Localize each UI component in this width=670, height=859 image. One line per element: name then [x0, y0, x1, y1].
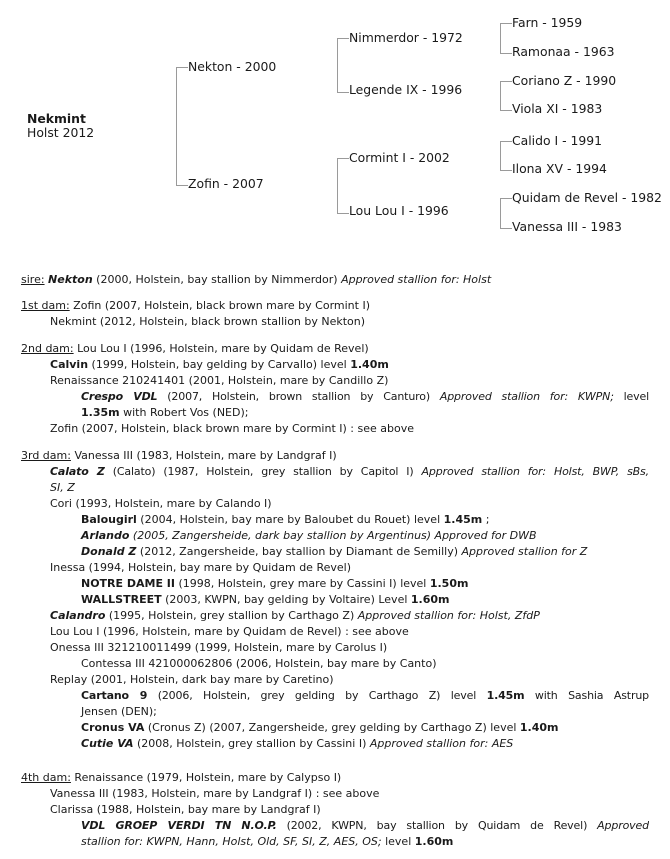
- pedigree-text-line: stallion for: KWPN, Hann, Holst, Old, SF, SI, Z, AES, OS; level 1.60m: [81, 835, 454, 848]
- section-3rd-dam: [21, 448, 649, 752]
- pedigree-text-line: Calvin (1999, Holstein, bay gelding by Carvallo) level 1.40m: [50, 358, 389, 371]
- pedigree-text-line: Calandro (1995, Holstein, grey stallion by Carthago Z) Approved stallion for: Holst, ZfdP: [50, 609, 540, 622]
- subject-block: [27, 112, 94, 139]
- pedigree-text-line: SI, Z: [50, 481, 75, 494]
- pedigree-text-line: NOTRE DAME II (1998, Holstein, grey mare by Cassini I) level 1.50m: [81, 577, 469, 590]
- section-1st-dam: [21, 298, 649, 330]
- pedigree-text-line: Cutie VA (2008, Holstein, grey stallion by Cassini I) Approved stallion for: AES: [81, 737, 514, 750]
- tree-node-cormint: Cormint I - 2002: [349, 150, 450, 165]
- section-2nd-dam: [21, 341, 649, 437]
- subject-registry: Holst 2012: [27, 124, 95, 140]
- tree-node-nimmerdor: Nimmerdor - 1972: [349, 30, 463, 45]
- pedigree-text-line: 3rd dam: Vanessa III (1983, Holstein, mare by Landgraf I): [21, 449, 337, 462]
- pedigree-text-line: Inessa (1994, Holstein, bay mare by Quidam de Revel): [50, 561, 351, 574]
- pedigree-text-line: 4th dam: Renaissance (1979, Holstein, mare by Calypso I): [21, 771, 342, 784]
- pedigree-text-line: Lou Lou I (1996, Holstein, mare by Quidam de Revel) : see above: [50, 625, 409, 638]
- pedigree-text-line: sire: Nekton (2000, Holstein, bay stallion by Nimmerdor) Approved stallion for: Holst: [21, 273, 492, 286]
- tree-bracket-gen2-dam: [337, 158, 349, 214]
- tree-bracket-gen2-sire: [337, 38, 349, 93]
- pedigree-text-line: Calato Z (Calato) (1987, Holstein, grey stallion by Capitol I) Approved stallion for: Holst, BWP, sBs,: [50, 465, 649, 478]
- pedigree-text-line: Cori (1993, Holstein, mare by Calando I): [50, 497, 272, 510]
- pedigree-text-line: Vanessa III (1983, Holstein, mare by Landgraf I) : see above: [50, 787, 380, 800]
- pedigree-text-line: Jensen (DEN);: [81, 705, 157, 718]
- tree-node-viola: Viola XI - 1983: [512, 101, 603, 116]
- pedigree-text-line: Nekmint (2012, Holstein, black brown stallion by Nekton): [50, 315, 366, 328]
- subject-name: Nekmint: [27, 111, 86, 126]
- pedigree-text-line: Crespo VDL (2007, Holstein, brown stallion by Canturo) Approved stallion for: KWPN; level: [81, 390, 649, 403]
- pedigree-text-line: 1st dam: Zofin (2007, Holstein, black brown mare by Cormint I): [21, 299, 370, 312]
- tree-node-coriano: Coriano Z - 1990: [512, 73, 617, 88]
- tree-node-ramonaa: Ramonaa - 1963: [512, 44, 615, 59]
- pedigree-text-line: Arlando (2005, Zangersheide, dark bay stallion by Argentinus) Approved for DWB: [81, 529, 537, 542]
- tree-node-zofin: Zofin - 2007: [188, 176, 264, 191]
- tree-node-loulou: Lou Lou I - 1996: [349, 203, 449, 218]
- pedigree-text-line: 1.35m with Robert Vos (NED);: [81, 406, 249, 419]
- tree-node-ilona: Ilona XV - 1994: [512, 161, 607, 176]
- tree-bracket-gen3-a: [500, 23, 512, 54]
- pedigree-text-line: Renaissance 210241401 (2001, Holstein, mare by Candillo Z): [50, 374, 389, 387]
- pedigree-text-line: Replay (2001, Holstein, dark bay mare by Caretino): [50, 673, 334, 686]
- tree-node-quidam: Quidam de Revel - 1982: [512, 190, 662, 205]
- tree-node-farn: Farn - 1959: [512, 15, 583, 30]
- pedigree-text-line: Cronus VA (Cronus Z) (2007, Zangersheide, grey gelding by Carthago Z) level 1.40m: [81, 721, 559, 734]
- tree-bracket-gen3-b: [500, 81, 512, 111]
- pedigree-text-line: VDL GROEP VERDI TN N.O.P. (2002, KWPN, bay stallion by Quidam de Revel) Approved: [81, 819, 649, 832]
- tree-node-calido: Calido I - 1991: [512, 133, 603, 148]
- tree-bracket-gen3-c: [500, 141, 512, 171]
- pedigree-text-line: Onessa III 321210011499 (1999, Holstein, mare by Carolus I): [50, 641, 388, 654]
- section-sire: [21, 272, 649, 288]
- tree-bracket-gen1: [176, 67, 188, 186]
- pedigree-text-line: Contessa III 421000062806 (2006, Holstein, bay mare by Canto): [81, 657, 437, 670]
- section-4th-dam: [21, 770, 649, 850]
- pedigree-text-line: Clarissa (1988, Holstein, bay mare by Landgraf I): [50, 803, 321, 816]
- pedigree-text-line: Balougirl (2004, Holstein, bay mare by Baloubet du Rouet) level 1.45m ;: [81, 513, 490, 526]
- tree-node-nekton: Nekton - 2000: [188, 59, 277, 74]
- tree-node-vanessa: Vanessa III - 1983: [512, 219, 622, 234]
- pedigree-text-line: Zofin (2007, Holstein, black brown mare by Cormint I) : see above: [50, 422, 414, 435]
- pedigree-text-line: WALLSTREET (2003, KWPN, bay gelding by Voltaire) Level 1.60m: [81, 593, 450, 606]
- pedigree-text-line: Donald Z (2012, Zangersheide, bay stallion by Diamant de Semilly) Approved stallion for Z: [81, 545, 588, 558]
- tree-bracket-gen3-d: [500, 198, 512, 229]
- tree-node-legende: Legende IX - 1996: [349, 82, 463, 97]
- pedigree-text-line: Cartano 9 (2006, Holstein, grey gelding by Carthago Z) level 1.45m with Sashia Astrup: [81, 689, 649, 702]
- pedigree-text-line: 2nd dam: Lou Lou I (1996, Holstein, mare by Quidam de Revel): [21, 342, 369, 355]
